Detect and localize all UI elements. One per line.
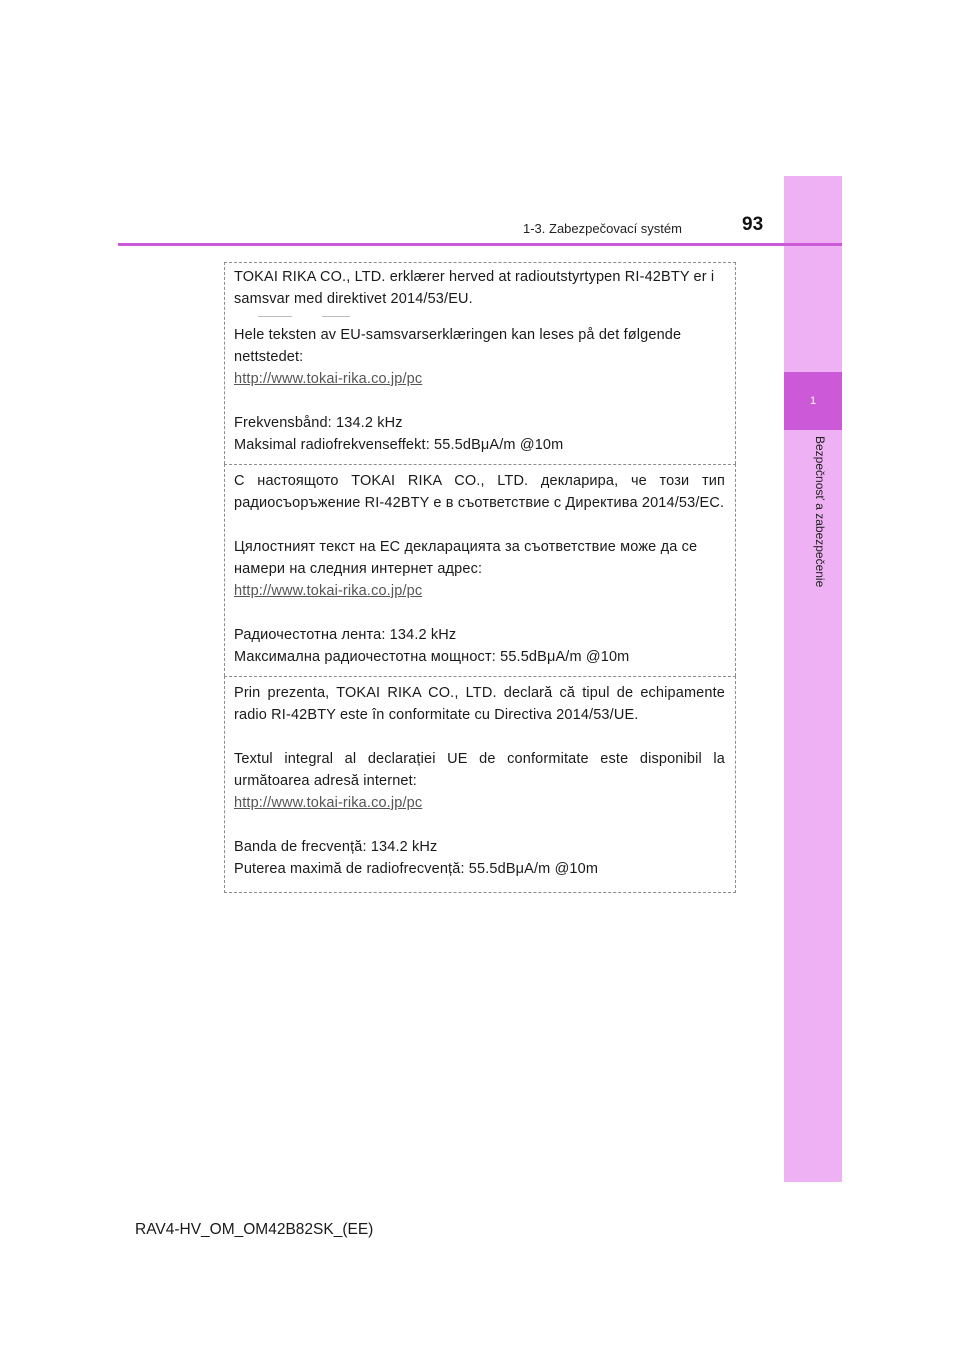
frequency-band: Радиочестотна лента: 134.2 kHz xyxy=(234,627,457,643)
declaration-link[interactable]: http://www.tokai-rika.co.jp/pc xyxy=(234,795,423,811)
page-number: 93 xyxy=(742,214,764,235)
section-title: 1-3. Zabezpečovací systém xyxy=(523,221,682,236)
header-rule xyxy=(118,243,842,246)
max-power: Максимална радиочестотна мощност: 55.5dBμA/m @10m xyxy=(234,649,630,665)
declaration-full-text: Hele teksten av EU-samsvarserklæringen kan leses på det følgende nettstedet: xyxy=(234,327,682,365)
declaration-intro: Prin prezenta, TOKAI RIKA CO., LTD. declară că tipul de echipamente radio RI-42BTY este în conformitate cu Directiva 2014/53/UE. xyxy=(234,685,725,723)
declaration-block-romanian xyxy=(224,676,736,893)
max-power: Maksimal radiofrekvenseffekt: 55.5dBμA/m @10m xyxy=(234,437,564,453)
declaration-block-norwegian xyxy=(224,262,736,464)
declaration-intro: TOKAI RIKA CO., LTD. erklærer herved at radioutstyrtypen RI-42BTY er i samsvar med direktivet 2014/53/EU. xyxy=(234,269,715,307)
document-code: RAV4-HV_OM_OM42B82SK_(EE) xyxy=(135,1221,374,1238)
declaration-box xyxy=(224,262,736,893)
declaration-intro: С настоящото TOKAI RIKA CO., LTD. декларира, че този тип радиосъоръжение RI-42BTY е в съответствие с Директива 2014/53/ЕС. xyxy=(234,473,725,511)
chapter-side-tab xyxy=(784,176,842,1182)
faint-marks xyxy=(234,310,725,324)
declaration-block-bulgarian xyxy=(224,464,736,676)
declaration-link[interactable]: http://www.tokai-rika.co.jp/pc xyxy=(234,371,423,387)
chapter-number-badge: 1 xyxy=(784,372,842,430)
declaration-full-text: Textul integral al declarației UE de conformitate este disponibil la următoarea adresă internet: xyxy=(234,751,725,789)
chapter-title-vertical: Bezpečnosť a zabezpečenie xyxy=(813,436,827,588)
declaration-full-text: Цялостният текст на ЕС декларацията за съответствие може да се намери на следния интернет адрес: xyxy=(234,539,698,577)
max-power: Puterea maximă de radiofrecvență: 55.5dBμA/m @10m xyxy=(234,861,599,877)
frequency-band: Banda de frecvență: 134.2 kHz xyxy=(234,839,438,855)
declaration-link[interactable]: http://www.tokai-rika.co.jp/pc xyxy=(234,583,423,599)
frequency-band: Frekvensbånd: 134.2 kHz xyxy=(234,415,403,431)
